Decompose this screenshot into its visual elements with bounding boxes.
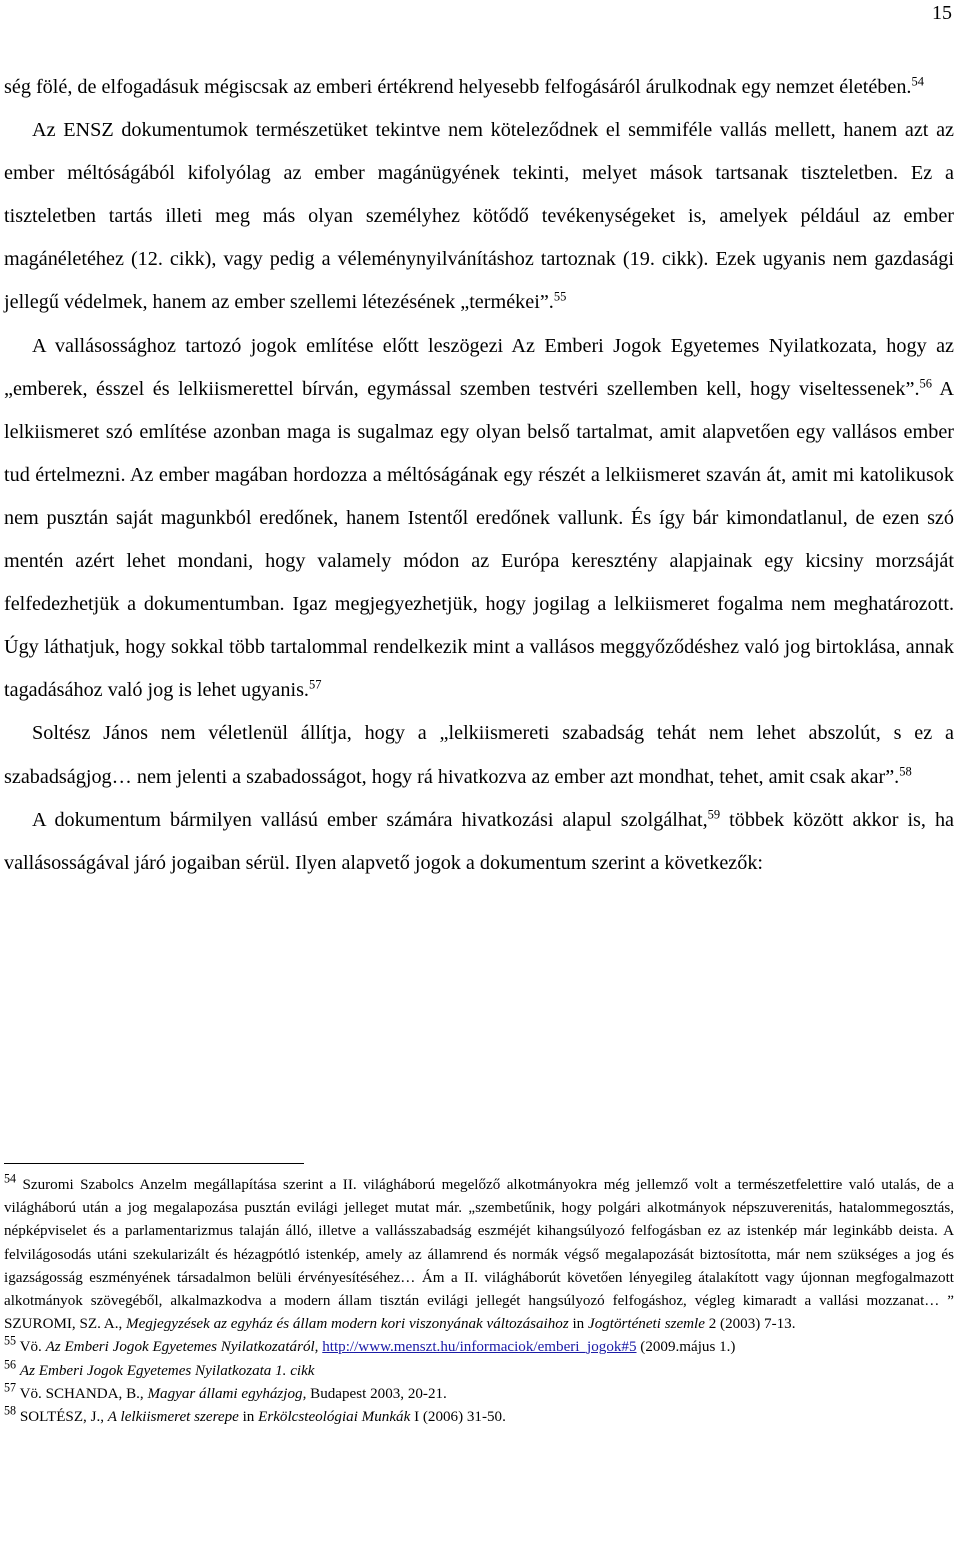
body-paragraph [4, 66, 954, 109]
body-text [4, 66, 954, 885]
footnote-number: 58 [4, 1403, 17, 1418]
footnote-number: 54 [4, 1171, 17, 1186]
footnote-reference: 54 [911, 74, 924, 89]
text-run: ség fölé, de elfogadásuk mégiscsak az emberi értékrend helyesebb felfogásáról árulkodnak egy nemzet életében. [4, 76, 912, 98]
footnote-number: 55 [4, 1333, 17, 1348]
body-paragraph [4, 109, 954, 324]
text-run: in [568, 1316, 588, 1333]
footnote-number: 56 [4, 1356, 17, 1371]
text-run: A vallásossághoz tartozó jogok említése előtt leszögezi Az Emberi Jogok Egyetemes Nyilatkozata, hogy az „emberek, ésszel és lelkiismerettel bírván, egymással szemben testvéri szellemben kell, hogy viseltessenek”. [4, 334, 954, 400]
text-run: többek között akkor is, ha vallásosságával járó jogaiban sérül. Ilyen alapvető jogok a dokumentum szerint a következők: [4, 808, 954, 874]
italic-text: Erkölcsteológiai Munkák [258, 1409, 411, 1426]
footnote-reference: 57 [308, 677, 322, 692]
footnote-reference: 58 [899, 764, 912, 778]
footnote-58 [4, 1403, 954, 1429]
italic-text: Jogtörténeti szemle [588, 1316, 705, 1333]
text-run: A dokumentum bármilyen vallású ember számára hivatkozási alapul szolgálhat, [32, 808, 708, 831]
text-run: A lelkiismeret szó említése azonban maga is sugalmaz egy olyan belső tartalmat, amit alapvetően egy vallásos ember tud értelmezni. Az ember magában hordozza a méltóságának egy részét a lelkiismeret szaván át, amit mi katolikusok nem pusztán saját magunkból eredőnek, hanem Istentől eredőnek vallunk. És így bár kimondatlanul, de ezen szó mentén azért lehet mondani, hogy valamely módon az Európa keresztény alapjainak egy kicsiny morzsáját felfedezhetjük a dokumentumban. Igaz megjegyezhetjük, hogy jogilag a lelkiismeret fogalma nem meghatározott. Úgy láthatjuk, hogy sokkal több tartalommal rendelkezik mint a vallásos meggyőződéshez való jog birtoklása, annak tagadásához való jog is lehet ugyanis. [4, 377, 954, 702]
italic-text: A lelkiismeret szerepe [107, 1409, 239, 1426]
body-paragraph [4, 325, 954, 713]
text-run: (2009.május 1.) [636, 1339, 736, 1356]
text-run: SOLTÉSZ, J., [16, 1409, 108, 1426]
footnote-number: 57 [4, 1380, 17, 1395]
text-run: Budapest 2003, 20-21. [306, 1385, 447, 1402]
text-run: Vö. SCHANDA, B., [16, 1385, 148, 1402]
text-run: Soltész János nem véletlenül állítja, hogy a „lelkiismereti szabadság tehát nem lehet abszolút, s ez a szabadságjog… nem jelenti a szabadosságot, hogy rá hivatkozva az ember azt mondhat, tehet, amit csak akar”. [4, 722, 954, 788]
italic-text: Az Emberi Jogok Egyetemes Nyilatkozata 1. cikk [19, 1362, 315, 1379]
footnote-55 [4, 1333, 954, 1359]
hyperlink[interactable]: http://www.menszt.hu/informaciok/emberi_jogok#5 [322, 1339, 637, 1356]
text-run: in [238, 1409, 259, 1426]
italic-text: Magyar állami egyházjog, [147, 1385, 307, 1402]
text-run: Szuromi Szabolcs Anzelm megállapítása szerint a II. világháború megelőző alkotmányokra még jellemző volt a természetfelettire való utalás, de a világháború után a jog megalapozása pusztán evilági jelleget mutat már. „szembetűnik, hogy polgári alkotmányok népszuverenitás, hatalommegosztás, népképviselet és a parlamentarizmus talaján álló, illetve a vallásszabadság eszméjét kihangsúlyozó felfogásban ez az istenkép már leginkább deista. A felvilágosodás utáni szekularizált és hézagpótló istenkép, amely az államrend és normák végső megalapozását biztosította, már nem szükséges a jog és igazságosság eszményének társadalmon belüli érvényesítéséhez… Ám a II. világháborút követően lényegileg átalakított vagy újonnan megfogalmazott alkotmányok szövegéből, alkalmazkodva a modern állam tisztán evilági jellegét hangsúlyozó felfogáshoz, végleg kimaradt a vallási mozzanat… ” SZUROMI, SZ. A., [4, 1177, 954, 1333]
text-run: I (2006) 31-50. [410, 1409, 506, 1426]
footnote-reference: 55 [553, 289, 567, 304]
footnote-reference: 59 [707, 807, 721, 822]
text-run: Vö. [16, 1339, 46, 1356]
footnote-54 [4, 1171, 954, 1336]
text-run: Az ENSZ dokumentumok természetüket tekintve nem köteleződnek el semmiféle vallás mellett, hanem azt az ember méltóságából kifolyólag az ember magánügyének tekinti, melyet mások tartsanak tiszteletben. Ez a tiszteletben tartás illeti meg más olyan személyhez kötődő tevékenységeket is, amelyek például az ember magánéletéhez (12. cikk), vagy pedig a véleménynyilvánításhoz tartoznak (19. cikk). Ezek ugyanis nem gazdasági jellegű védelmek, hanem az ember szellemi létezésének „termékei”. [4, 119, 954, 314]
italic-text: Az Emberi Jogok Egyetemes Nyilatkozatáról, [45, 1339, 319, 1356]
page-number: 15 [932, 2, 952, 24]
text-run: 2 (2003) 7-13. [704, 1316, 796, 1333]
footnote-57 [4, 1380, 954, 1406]
italic-text: Megjegyzések az egyház és állam modern kori viszonyának változásaihoz [126, 1316, 569, 1333]
footnote-reference: 56 [919, 376, 933, 391]
footnotes [4, 1171, 954, 1429]
body-paragraph [4, 712, 954, 798]
footnote-separator [4, 1163, 304, 1164]
footnote-56 [4, 1356, 954, 1383]
body-paragraph [4, 799, 954, 885]
